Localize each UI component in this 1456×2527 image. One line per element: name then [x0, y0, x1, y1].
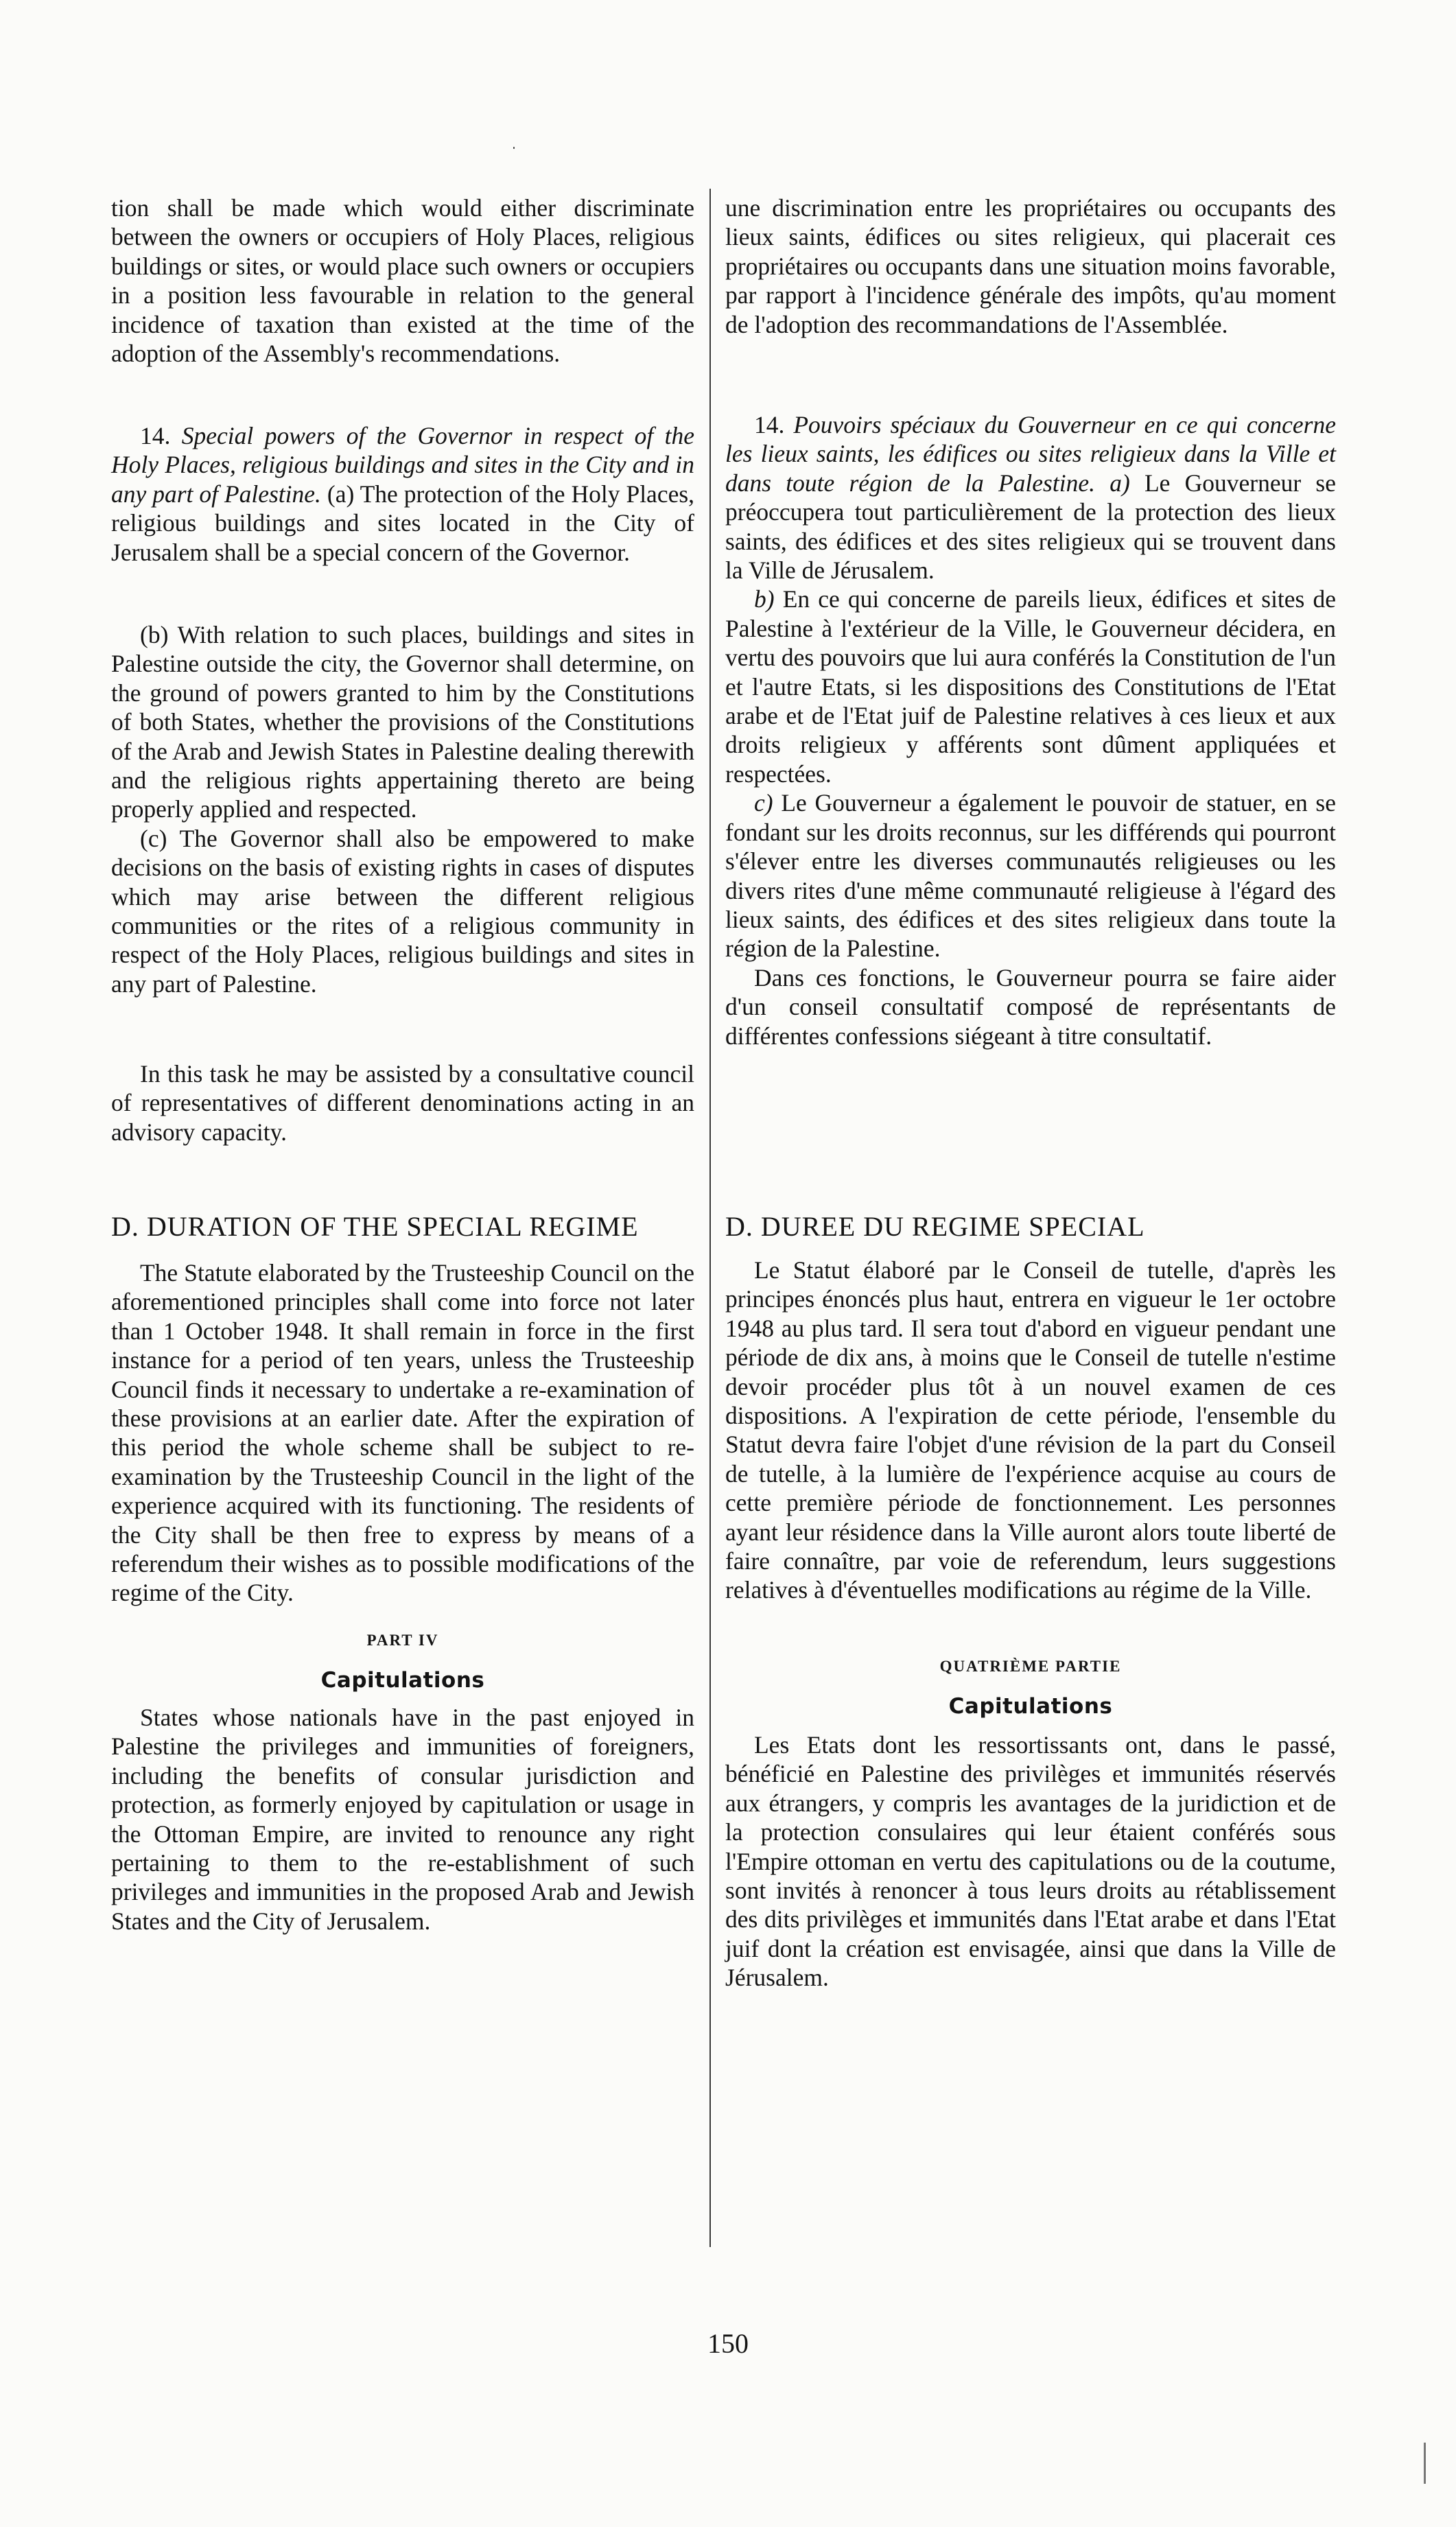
fr-duration-paragraph: Le Statut élaboré par le Conseil de tutelle, d'après les principes énoncés plus haut, entrera en vigueur le 1er octobre 1948 au plus tard. Il sera tout d'abord en vigueur pendant une période de dix ans, à moins que le Conseil de tutelle n'estime devoir procéder plus tôt à un nouvel examen de ces dispositions. A l'expiration de cette période, l'ensemble du Statut devra faire l'objet d'une révision de la part du Conseil de tutelle, à la lumière de l'expérience acquise au cours de cette première période de fonctionnement. Les personnes ayant leur résidence dans la Ville auront alors toute liberté de faire connaître, par voie de referendum, leurs suggestions relatives à d'éventuelles modifications au régime de la Ville.	[725, 1256, 1336, 1604]
en-section-14c-label: (c)	[140, 824, 167, 852]
fr-section-14c-paragraph	[725, 788, 1336, 963]
fr-part-title: Capitulations	[948, 1694, 1113, 1719]
fr-section-14c-text: Le Gouverneur a également le pouvoir de statuer, en se fondant sur les droits reconnus, sur les différends qui pourront s'élever entre les diverses communautés religieuses ou les divers rites d'une même communauté religieuse à l'égard des lieux saints, des édifices et des sites religieux dans toute la région de la Palestine.	[725, 789, 1337, 963]
en-section-14b-text: With relation to such places, buildings and sites in Palestine outside the city, the Governor shall determine, on the ground of powers granted to him by the Constitutions of both States, whether the provisions of the Constitutions of the Arab and Jewish States in Palestine dealing therewith and the religious rights appertaining thereto are being properly applied and respected.	[111, 621, 694, 823]
en-section-14-title: Special powers of the Governor in respect of the Holy Places, religious buildings and sites in the City and in any part of Palestine.	[111, 422, 695, 508]
en-part-title: Capitulations	[320, 1668, 485, 1693]
fr-section-14c-label: c)	[754, 789, 773, 817]
en-duration-paragraph: The Statute elaborated by the Trusteeship Council on the aforementioned principles shall come into force not later than 1 October 1948. It shall remain in force in the first instance for a period of ten years, unless the Trusteeship Council finds it necessary to undertake a re-examination of these provisions at an earlier date. After the expiration of this period the whole scheme shall be subject to re-examination by the Trusteeship Council in the light of the experience acquired with its functioning. The residents of the City shall be then free to express by means of a referendum their wishes as to possible modifications of the regime of the City.	[111, 1259, 694, 1607]
en-assist-paragraph: In this task he may be assisted by a consultative council of representatives of different denominations acting in an advisory capacity.	[111, 1060, 694, 1146]
fr-capitulations-paragraph: Les Etats dont les ressortissants ont, dans le passé, bénéficié en Palestine des privilèges et immunités réservés aux étrangers, y compris les avantages de la juridiction et de la protection consulaires qui leur étaient conférés sous l'Empire ottoman en vertu des capitulations ou de la coutume, sont invités à renoncer à tous leurs droits au rétablissement des dits privilèges et immunités dans l'Etat arabe et dans l'Etat juif dont la création est envisagée, ainsi que dans la Ville de Jérusalem.	[725, 1731, 1336, 1992]
fr-assist-paragraph: Dans ces fonctions, le Gouverneur pourra se faire aider d'un conseil consultatif composé de représentants de différentes confessions siégeant à titre consultatif.	[725, 963, 1336, 1050]
column-divider	[709, 189, 711, 2247]
fr-continuation-paragraph: une discrimination entre les propriétaires ou occupants des lieux saints, édifices ou sites religieux, qui placerait ces propriétaires ou occupants dans une situation moins favorable, par rapport à l'incidence générale des impôts, qu'au moment de l'adoption des recommandations de l'Assemblée.	[725, 194, 1336, 338]
fr-section-14a-text: Le Gouverneur se préoccupera tout particulièrement de la protection des lieux saints, des édifices et des sites religieux qui se trouvent dans la Ville de Jérusalem.	[725, 469, 1337, 585]
fr-section-14-paragraph	[725, 410, 1336, 585]
en-section-14-paragraph	[111, 421, 694, 567]
scan-speck	[513, 147, 515, 149]
fr-section-14b-text: En ce qui concerne de pareils lieux, édifices et sites de Palestine à l'extérieur de la Ville, le Gouverneur décidera, en vertu des pouvoirs que lui aura conférés la Constitution de l'un et l'autre Etats, si les dispositions des Constitutions de l'Etat arabe et de l'Etat juif de Palestine relatives à ces lieux et aux droits religieux y afférents sont dûment appliquées et respectées.	[725, 585, 1337, 788]
scan-edge-mark	[1424, 2443, 1426, 2484]
fr-section-14b-paragraph	[725, 585, 1336, 788]
en-section-14b-paragraph	[111, 620, 694, 824]
en-section-14a-label: (a)	[327, 480, 355, 508]
en-section-14b-label: (b)	[140, 621, 169, 648]
fr-section-14a-label: a)	[1109, 469, 1130, 497]
en-heading-duration: D. DURATION OF THE SPECIAL REGIME	[111, 1211, 639, 1242]
fr-heading-duration: D. DUREE DU REGIME SPECIAL	[725, 1211, 1145, 1242]
en-capitulations-paragraph: States whose nationals have in the past enjoyed in Palestine the privileges and immunities of foreigners, including the benefits of consular jurisdiction and protection, as formerly enjoyed by capitulation or usage in the Ottoman Empire, are invited to renounce any right pertaining to them to the re-establishment of such privileges and immunities in the proposed Arab and Jewish States and the City of Jerusalem.	[111, 1704, 694, 1935]
en-section-14-number: 14.	[140, 422, 171, 449]
en-continuation-paragraph: tion shall be made which would either discriminate between the owners or occupiers of Holy Places, religious buildings or sites, or would place such owners or occupiers in a position less favourable in relation to the general incidence of taxation than existed at the time of the adoption of the Assembly's recommendations.	[111, 194, 694, 368]
en-part-label: PART IV	[366, 1632, 439, 1649]
fr-part-label: QUATRIÈME PARTIE	[939, 1658, 1122, 1675]
en-section-14c-text: The Governor shall also be empowered to make decisions on the basis of existing rights in cases of disputes which may arise between the different religious communities or the rites of a religious community in respect of the Holy Places, religious buildings and sites in any part of Palestine.	[111, 824, 694, 998]
fr-section-14-title: Pouvoirs spéciaux du Gouverneur en ce qui concerne les lieux saints, les édifices ou sites religieux dans la Ville et dans toute région de la Palestine.	[725, 411, 1336, 497]
en-section-14a-text: The protection of the Holy Places, religious buildings and sites located in the City of Jerusalem shall be a special concern of the Governor.	[111, 480, 695, 566]
fr-section-14-number: 14.	[754, 411, 785, 438]
page-number: 150	[707, 2328, 749, 2359]
en-section-14c-paragraph	[111, 824, 694, 998]
fr-section-14b-label: b)	[754, 585, 775, 613]
